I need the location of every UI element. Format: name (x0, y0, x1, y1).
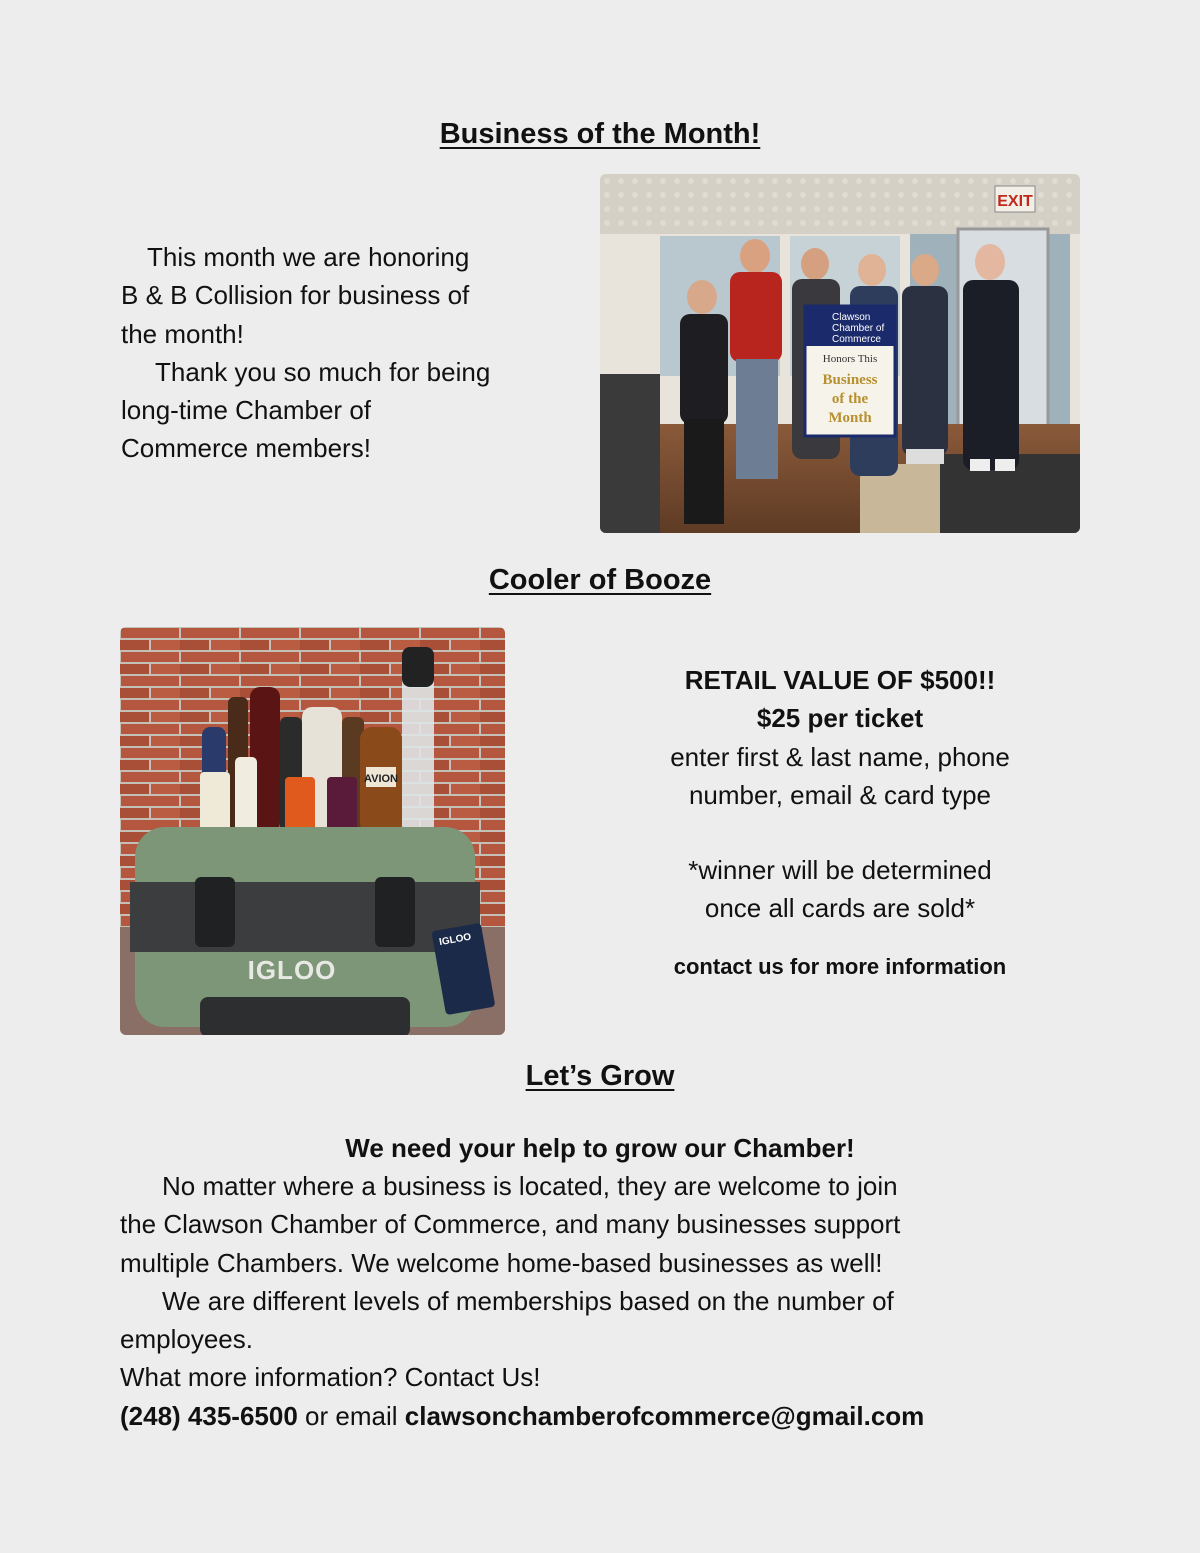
ticket-price: $25 per ticket (756, 703, 924, 734)
enter-instructions-2: number, email & card type (688, 779, 992, 810)
contact-line (120, 1397, 1080, 1435)
sign-org-3: Commerce (832, 334, 881, 345)
bom-line-5: long-time Chamber of (121, 395, 371, 426)
cooler-photo (120, 627, 505, 1035)
grow-p1-line-1: No matter where a business is located, they are welcome to join (162, 1171, 898, 1201)
bom-line-1: This month we are honoring (147, 242, 470, 272)
grow-p2-line-1: We are different levels of memberships based on the number of (162, 1285, 894, 1316)
winner-note-2: once all cards are sold* (704, 893, 976, 924)
enter-instructions-1: enter first & last name, phone (670, 741, 1010, 772)
sign-honors: Honors This (822, 353, 878, 365)
grow-p3: What more information? Contact Us! (120, 1362, 541, 1393)
phone-number[interactable]: (248) 435-6500 (120, 1400, 298, 1431)
email-link[interactable]: clawsonchamberofcommerce@gmail.com (404, 1400, 925, 1431)
grow-subheading: We need your help to grow our Chamber! (345, 1133, 855, 1163)
or-email-text: or email (305, 1400, 398, 1431)
winner-note-1: *winner will be determined (688, 855, 992, 886)
cooler-heading: Cooler of Booze (488, 564, 712, 596)
grow-p1-line-2: the Clawson Chamber of Commerce, and many businesses support (120, 1209, 901, 1240)
bom-line-3: the month! (121, 318, 244, 349)
sign-org-1: Clawson (832, 312, 871, 323)
cooler-brand-logo: IGLOO (247, 955, 337, 985)
business-of-month-text (121, 238, 571, 468)
retail-value: RETAIL VALUE OF $500!! (684, 665, 996, 695)
sign-org-2: Chamber of (832, 323, 885, 334)
sign-of-the: of the (831, 391, 869, 407)
grow-p1-line-3: multiple Chambers. We welcome home-based businesses as well! (120, 1247, 883, 1278)
exit-sign: EXIT (997, 193, 1033, 210)
bom-line-2: B & B Collision for business of (121, 280, 470, 311)
tag-brand: IGLOO (438, 931, 473, 949)
business-of-month-photo (600, 174, 1080, 533)
business-of-month-heading: Business of the Month! (439, 118, 761, 150)
bom-line-4: Thank you so much for being (155, 356, 491, 387)
grow-heading: Let’s Grow (525, 1060, 675, 1092)
raffle-info (620, 661, 1060, 982)
avion-label: AVION (363, 773, 399, 785)
sign-month: Month (828, 410, 872, 426)
bom-line-6: Commerce members! (121, 433, 371, 464)
sign-business: Business (822, 372, 878, 388)
grow-body (120, 1167, 1080, 1435)
contact-note: contact us for more information (673, 953, 1007, 979)
grow-p2-line-2: employees. (120, 1324, 253, 1355)
